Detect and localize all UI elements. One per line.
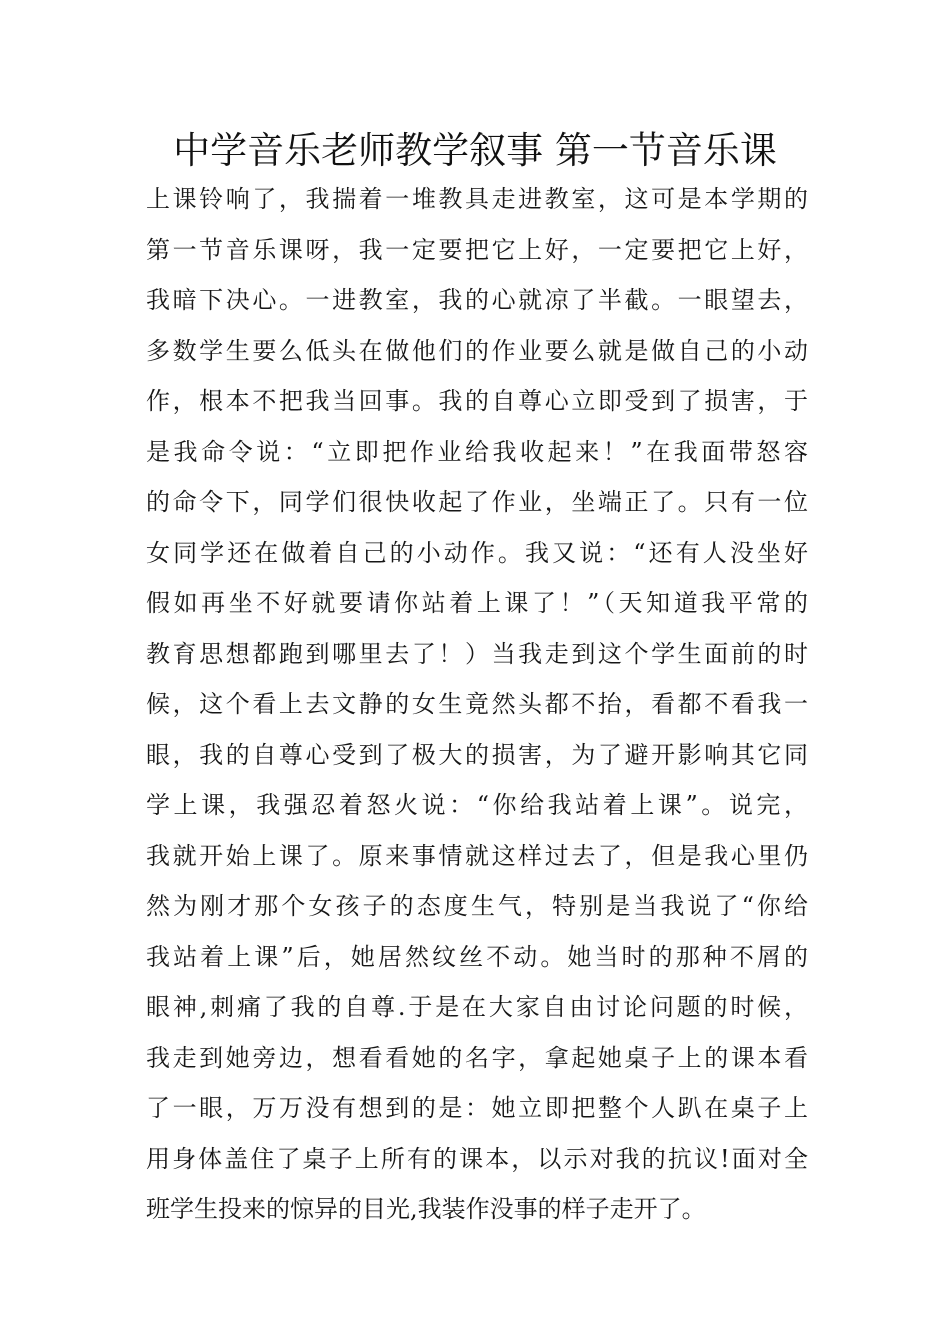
paragraph-line: 眼神,刺痛了我的自尊.于是在大家自由讨论问题的时候， — [146, 993, 808, 1021]
paragraph-line: 眼，我的自尊心受到了极大的损害，为了避开影响其它同 — [146, 740, 808, 769]
paragraph-line: 班学生投来的惊异的目光,我装作没事的样子走开了。 — [146, 1195, 706, 1223]
paragraph-line: 多数学生要么低头在做他们的作业要么就是做自己的小动 — [146, 336, 808, 365]
paragraph-line: 第一节音乐课呀，我一定要把它上好，一定要把它上好， — [146, 235, 808, 264]
paragraph-line: 上课铃响了，我揣着一堆教具走进教室，这可是本学期的 — [146, 185, 808, 213]
paragraph-line: 用身体盖住了桌子上所有的课本，以示对我的抗议!面对全 — [146, 1144, 808, 1173]
paragraph-line: 然为刚才那个女孩子的态度生气，特别是当我说了“你给 — [146, 892, 808, 920]
paragraph-line: 学上课，我强忍着怒火说：“你给我站着上课”。说完， — [146, 791, 808, 819]
document-body — [146, 174, 808, 1235]
paragraph-line: 假如再坐不好就要请你站着上课了！”（天知道我平常的 — [146, 589, 808, 617]
paragraph-line: 我走到她旁边，想看看她的名字，拿起她桌子上的课本看 — [146, 1043, 808, 1072]
paragraph-line: 候，这个看上去文静的女生竟然头都不抬，看都不看我一 — [146, 690, 808, 718]
paragraph-line: 了一眼，万万没有想到的是：她立即把整个人趴在桌子上 — [146, 1094, 808, 1122]
paragraph-line: 女同学还在做着自己的小动作。我又说：“还有人没坐好 — [146, 538, 808, 567]
paragraph-line: 的命令下，同学们很快收起了作业，坐端正了。只有一位 — [146, 488, 808, 516]
paragraph-line: 我暗下决心。一进教室，我的心就凉了半截。一眼望去， — [146, 286, 808, 314]
document-title: 中学音乐老师教学叙事 第一节音乐课 — [173, 129, 777, 172]
paragraph-line: 作，根本不把我当回事。我的自尊心立即受到了损害，于 — [146, 387, 808, 415]
paragraph-line: 是我命令说：“立即把作业给我收起来！”在我面带怒容 — [146, 437, 808, 466]
paragraph-line: 我就开始上课了。原来事情就这样过去了，但是我心里仍 — [146, 841, 808, 870]
paragraph-line: 我站着上课”后，她居然纹丝不动。她当时的那种不屑的 — [146, 942, 808, 971]
paragraph-line: 教育思想都跑到哪里去了！）当我走到这个学生面前的时 — [146, 639, 808, 668]
